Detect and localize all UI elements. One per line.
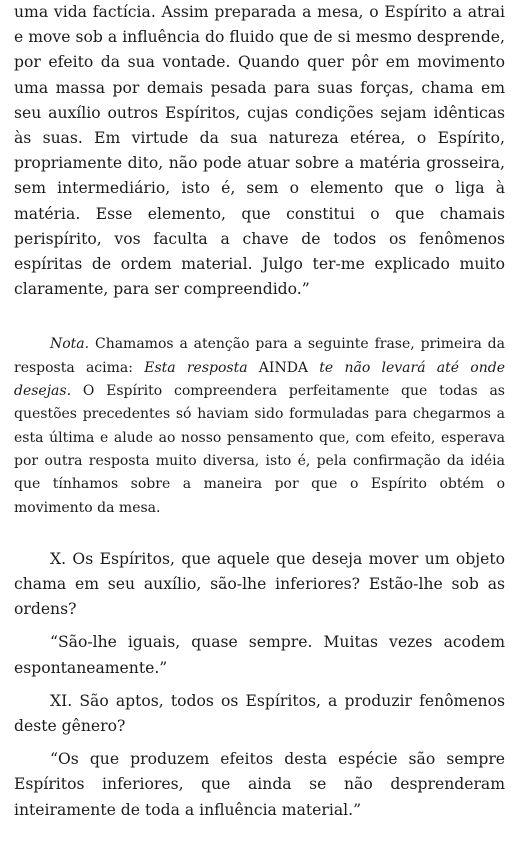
spacer [14, 739, 505, 747]
book-page [14, 0, 505, 823]
question-x: X. Os Espíritos, que aquele que deseja mover um objeto chama em seu auxílio, são-lhe inferiores? Estão-lhe sob as ordens? [14, 549, 505, 619]
answer-xi: “Os que produzem efeitos desta espécie são sempre Espíritos inferiores, que ainda se não desprenderam inteiramente de toda a influência material.” [14, 750, 505, 819]
spacer [14, 302, 505, 333]
note-quote-2: te não levará até onde desejas. [14, 359, 505, 400]
question-xi: XI. São aptos, todos os Espíritos, a produzir fenômenos deste gênero? [14, 691, 505, 736]
spacer [14, 622, 505, 630]
note-emphasis: AINDA [247, 359, 320, 376]
note-text-2: O Espírito compreendera perfeitamente que todas as questões precedentes só haviam sido formuladas para chegarmos a esta última e alude ao nosso pensamento que, com efeito, esperava por outra resposta muito diversa, isto é, pela confirmação da idéia que tínhamos sobre a maneira por que o Espírito obtém o movimento da mesa. [14, 383, 505, 516]
editor-note [14, 333, 505, 519]
spacer [14, 681, 505, 689]
spacer [14, 520, 505, 547]
answer-x: “São-lhe iguais, quase sempre. Muitas vezes acodem espontaneamente.” [14, 633, 505, 677]
paragraph-continued-answer: uma vida factícia. Assim preparada a mesa, o Espírito a atrai e move sob a influência do fluido que de si mesmo desprende, por efeito da sua vontade. Quando quer pôr em movimento uma massa por demais pesada para suas forças, chama em seu auxílio outros Espíritos, cujas condições sejam idênticas às suas. Em virtude da sua natureza etérea, o Espírito, propriamente dito, não pode atuar sobre a matéria grosseira, sem intermediário, isto é, sem o elemento que o liga à matéria. Esse elemento, que constitui o que chamais perispírito, vos faculta a chave de todos os fenômenos espíritas de ordem material. Julgo ter-me explicado muito claramente, para ser compreendido.” [14, 3, 505, 299]
note-text-1: Chamamos a atenção para a seguinte frase, primeira da resposta acima: [14, 336, 505, 376]
note-quote-1: Esta resposta [144, 359, 248, 376]
note-label: Nota. [50, 336, 90, 353]
